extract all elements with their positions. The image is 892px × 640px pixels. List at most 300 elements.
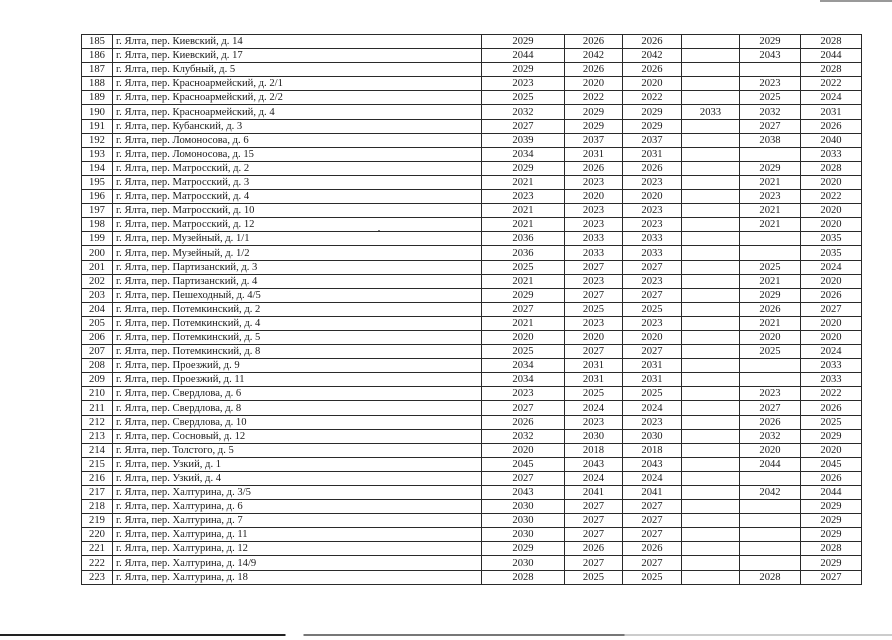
table-cell-c1: 2030: [482, 514, 565, 528]
table-cell-c4: [682, 486, 740, 500]
table-cell-address: г. Ялта, пер. Музейный, д. 1/2: [113, 246, 482, 260]
table-cell-no: 191: [82, 119, 113, 133]
table-cell-c4: [682, 556, 740, 570]
table-row: [82, 486, 862, 500]
table-cell-c2: 2033: [565, 232, 623, 246]
table-cell-c4: [682, 316, 740, 330]
register-table: [81, 34, 862, 585]
table-cell-c5: [740, 246, 801, 260]
table-cell-c3: 2025: [623, 302, 682, 316]
table-row: [82, 91, 862, 105]
table-cell-no: 195: [82, 175, 113, 189]
table-row: [82, 387, 862, 401]
table-cell-c6: 2026: [801, 471, 862, 485]
table-cell-c1: 2021: [482, 274, 565, 288]
table-cell-c4: [682, 147, 740, 161]
table-cell-address: г. Ялта, пер. Халтурина, д. 6: [113, 500, 482, 514]
table-cell-no: 187: [82, 63, 113, 77]
table-cell-c6: 2035: [801, 232, 862, 246]
table-row: [82, 260, 862, 274]
table-cell-c5: 2020: [740, 443, 801, 457]
table-row: [82, 246, 862, 260]
table-cell-address: г. Ялта, пер. Халтурина, д. 18: [113, 570, 482, 584]
table-cell-c2: 2027: [565, 500, 623, 514]
table-cell-c2: 2030: [565, 429, 623, 443]
table-cell-c5: [740, 63, 801, 77]
table-cell-c5: 2026: [740, 302, 801, 316]
table-cell-c5: 2020: [740, 330, 801, 344]
table-cell-no: 190: [82, 105, 113, 119]
table-cell-c2: 2023: [565, 274, 623, 288]
table-cell-address: г. Ялта, пер. Потемкинский, д. 8: [113, 345, 482, 359]
table-row: [82, 288, 862, 302]
table-cell-c1: 2027: [482, 401, 565, 415]
table-cell-c4: [682, 302, 740, 316]
table-cell-c4: [682, 500, 740, 514]
table-cell-c2: 2031: [565, 359, 623, 373]
table-cell-c2: 2043: [565, 457, 623, 471]
table-cell-c3: 2027: [623, 288, 682, 302]
table-cell-c4: [682, 373, 740, 387]
table-cell-c6: 2044: [801, 486, 862, 500]
table-row: [82, 359, 862, 373]
table-cell-address: г. Ялта, пер. Потемкинский, д. 2: [113, 302, 482, 316]
table-cell-c5: [740, 500, 801, 514]
table-cell-c4: [682, 161, 740, 175]
table-cell-no: 198: [82, 218, 113, 232]
table-cell-no: 194: [82, 161, 113, 175]
table-body: [82, 35, 862, 585]
table-row: [82, 232, 862, 246]
table-cell-c2: 2037: [565, 133, 623, 147]
table-cell-c3: 2025: [623, 570, 682, 584]
table-cell-c6: 2044: [801, 49, 862, 63]
table-cell-c2: 2023: [565, 415, 623, 429]
table-cell-address: г. Ялта, пер. Потемкинский, д. 4: [113, 316, 482, 330]
table-cell-c1: 2021: [482, 175, 565, 189]
table-cell-c2: 2029: [565, 105, 623, 119]
table-cell-c2: 2023: [565, 204, 623, 218]
table-cell-c1: 2029: [482, 542, 565, 556]
table-cell-c6: 2022: [801, 190, 862, 204]
table-cell-c6: 2024: [801, 345, 862, 359]
scan-edge-top: [820, 0, 892, 2]
table-cell-c3: 2031: [623, 147, 682, 161]
table-cell-no: 214: [82, 443, 113, 457]
table-cell-c6: 2020: [801, 175, 862, 189]
table-cell-no: 209: [82, 373, 113, 387]
table-cell-no: 217: [82, 486, 113, 500]
table-cell-no: 188: [82, 77, 113, 91]
table-row: [82, 218, 862, 232]
table-cell-c3: 2024: [623, 471, 682, 485]
table-cell-address: г. Ялта, пер. Матросский, д. 3: [113, 175, 482, 189]
table-cell-c2: 2025: [565, 570, 623, 584]
table-row: [82, 274, 862, 288]
table-cell-no: 208: [82, 359, 113, 373]
table-cell-c3: 2027: [623, 514, 682, 528]
table-cell-c6: 2026: [801, 288, 862, 302]
table-cell-c4: [682, 443, 740, 457]
table-cell-c1: 2025: [482, 260, 565, 274]
table-cell-c5: 2029: [740, 35, 801, 49]
table-cell-c4: 2033: [682, 105, 740, 119]
table-row: [82, 345, 862, 359]
table-cell-c2: 2023: [565, 175, 623, 189]
table-cell-c6: 2025: [801, 415, 862, 429]
table-row: [82, 542, 862, 556]
table-cell-c1: 2032: [482, 105, 565, 119]
table-cell-c1: 2025: [482, 345, 565, 359]
table-cell-address: г. Ялта, пер. Проезжий, д. 11: [113, 373, 482, 387]
table-cell-c2: 2026: [565, 63, 623, 77]
table-cell-c5: 2021: [740, 218, 801, 232]
table-row: [82, 77, 862, 91]
table-cell-c4: [682, 232, 740, 246]
table-cell-c5: [740, 556, 801, 570]
table-cell-c4: [682, 387, 740, 401]
table-cell-c2: 2022: [565, 91, 623, 105]
table-cell-c6: 2020: [801, 316, 862, 330]
table-cell-c1: 2023: [482, 387, 565, 401]
table-cell-c1: 2029: [482, 63, 565, 77]
table-cell-c1: 2034: [482, 373, 565, 387]
table-cell-no: 210: [82, 387, 113, 401]
table-cell-c2: 2031: [565, 147, 623, 161]
table-cell-c3: 2031: [623, 373, 682, 387]
table-cell-c6: 2040: [801, 133, 862, 147]
table-row: [82, 316, 862, 330]
table-row: [82, 528, 862, 542]
table-row: [82, 556, 862, 570]
table-cell-c6: 2033: [801, 147, 862, 161]
table-cell-c3: 2027: [623, 345, 682, 359]
table-cell-c2: 2027: [565, 345, 623, 359]
table-row: [82, 175, 862, 189]
table-row: [82, 514, 862, 528]
table-cell-c5: 2028: [740, 570, 801, 584]
table-cell-c2: 2027: [565, 514, 623, 528]
table-cell-c1: 2029: [482, 35, 565, 49]
table-cell-address: г. Ялта, пер. Сосновый, д. 12: [113, 429, 482, 443]
table-cell-no: 200: [82, 246, 113, 260]
table-cell-c5: 2025: [740, 345, 801, 359]
table-cell-c2: 2025: [565, 302, 623, 316]
table-cell-c2: 2026: [565, 542, 623, 556]
table-cell-address: г. Ялта, пер. Красноармейский, д. 2/2: [113, 91, 482, 105]
table-cell-address: г. Ялта, пер. Пешеходный, д. 4/5: [113, 288, 482, 302]
table-cell-c2: 2027: [565, 260, 623, 274]
table-row: [82, 415, 862, 429]
table-cell-c4: [682, 35, 740, 49]
table-cell-c6: 2028: [801, 542, 862, 556]
table-cell-address: г. Ялта, пер. Халтурина, д. 3/5: [113, 486, 482, 500]
table-cell-c2: 2025: [565, 387, 623, 401]
table-cell-c2: 2042: [565, 49, 623, 63]
table-cell-c3: 2026: [623, 35, 682, 49]
table-row: [82, 147, 862, 161]
table-cell-c3: 2023: [623, 175, 682, 189]
table-cell-c2: 2041: [565, 486, 623, 500]
table-cell-c4: [682, 204, 740, 218]
table-cell-c5: 2029: [740, 161, 801, 175]
table-cell-c6: 2035: [801, 246, 862, 260]
table-cell-c2: 2031: [565, 373, 623, 387]
table-cell-c5: [740, 359, 801, 373]
table-cell-c1: 2028: [482, 570, 565, 584]
table-row: [82, 204, 862, 218]
table-cell-c4: [682, 63, 740, 77]
table-cell-c1: 2020: [482, 443, 565, 457]
table-cell-address: г. Ялта, пер. Ломоносова, д. 15: [113, 147, 482, 161]
table-cell-c4: [682, 91, 740, 105]
table-cell-c6: 2028: [801, 63, 862, 77]
table-cell-c4: [682, 429, 740, 443]
table-cell-address: г. Ялта, пер. Красноармейский, д. 4: [113, 105, 482, 119]
table-cell-c6: 2024: [801, 260, 862, 274]
table-cell-address: г. Ялта, пер. Матросский, д. 2: [113, 161, 482, 175]
table-cell-c2: 2020: [565, 77, 623, 91]
table-cell-c3: 2027: [623, 556, 682, 570]
table-cell-address: г. Ялта, пер. Партизанский, д. 3: [113, 260, 482, 274]
table-cell-address: г. Ялта, пер. Толстого, д. 5: [113, 443, 482, 457]
table-cell-c6: 2031: [801, 105, 862, 119]
table-cell-c4: [682, 49, 740, 63]
table-cell-no: 205: [82, 316, 113, 330]
table-cell-c3: 2023: [623, 415, 682, 429]
table-cell-c5: 2029: [740, 288, 801, 302]
table-cell-c1: 2021: [482, 316, 565, 330]
table-cell-c3: 2023: [623, 274, 682, 288]
table-cell-c3: 2024: [623, 401, 682, 415]
table-cell-c1: 2043: [482, 486, 565, 500]
table-cell-c3: 2018: [623, 443, 682, 457]
table-cell-c6: 2027: [801, 302, 862, 316]
table-cell-c1: 2030: [482, 556, 565, 570]
table-cell-address: г. Ялта, пер. Матросский, д. 4: [113, 190, 482, 204]
table-cell-c6: 2029: [801, 556, 862, 570]
table-cell-c5: 2032: [740, 429, 801, 443]
table-cell-c5: 2025: [740, 260, 801, 274]
table-cell-c5: [740, 542, 801, 556]
scan-edge-bottom: [0, 634, 892, 636]
table-cell-no: 220: [82, 528, 113, 542]
table-cell-no: 197: [82, 204, 113, 218]
table-cell-c2: 2027: [565, 556, 623, 570]
table-cell-c5: 2038: [740, 133, 801, 147]
table-cell-no: 186: [82, 49, 113, 63]
table-cell-c4: [682, 415, 740, 429]
table-cell-c6: 2027: [801, 570, 862, 584]
table-cell-c6: 2033: [801, 373, 862, 387]
table-cell-c1: 2027: [482, 119, 565, 133]
table-cell-address: г. Ялта, пер. Узкий, д. 1: [113, 457, 482, 471]
table-cell-c4: [682, 528, 740, 542]
table-cell-c1: 2030: [482, 528, 565, 542]
table-cell-no: 216: [82, 471, 113, 485]
table-cell-c3: 2020: [623, 330, 682, 344]
table-cell-c4: [682, 288, 740, 302]
table-cell-c2: 2018: [565, 443, 623, 457]
table-cell-c6: 2026: [801, 119, 862, 133]
table-cell-c3: 2041: [623, 486, 682, 500]
table-cell-c6: 2045: [801, 457, 862, 471]
table-cell-c3: 2030: [623, 429, 682, 443]
table-cell-no: 203: [82, 288, 113, 302]
table-cell-c2: 2027: [565, 528, 623, 542]
table-cell-address: г. Ялта, пер. Музейный, д. 1/1: [113, 232, 482, 246]
table-cell-c3: 2033: [623, 232, 682, 246]
table-cell-c1: 2021: [482, 218, 565, 232]
table-cell-c5: [740, 514, 801, 528]
table-cell-no: 196: [82, 190, 113, 204]
table-cell-c1: 2026: [482, 415, 565, 429]
table-cell-c4: [682, 119, 740, 133]
table-cell-c5: 2025: [740, 91, 801, 105]
table-cell-address: г. Ялта, пер. Красноармейский, д. 2/1: [113, 77, 482, 91]
table-cell-address: г. Ялта, пер. Кубанский, д. 3: [113, 119, 482, 133]
table-cell-address: г. Ялта, пер. Халтурина, д. 14/9: [113, 556, 482, 570]
table-cell-address: г. Ялта, пер. Свердлова, д. 10: [113, 415, 482, 429]
table-cell-c2: 2033: [565, 246, 623, 260]
table-cell-c6: 2029: [801, 500, 862, 514]
table-cell-c6: 2020: [801, 218, 862, 232]
table-cell-no: 185: [82, 35, 113, 49]
table-cell-address: г. Ялта, пер. Проезжий, д. 9: [113, 359, 482, 373]
table-cell-no: 219: [82, 514, 113, 528]
table-cell-no: 221: [82, 542, 113, 556]
table-cell-c2: 2026: [565, 35, 623, 49]
table-cell-c5: 2027: [740, 119, 801, 133]
table-cell-address: г. Ялта, пер. Потемкинский, д. 5: [113, 330, 482, 344]
table-cell-address: г. Ялта, пер. Киевский, д. 14: [113, 35, 482, 49]
table-cell-c3: 2027: [623, 500, 682, 514]
table-cell-c4: [682, 175, 740, 189]
table-cell-c5: 2021: [740, 175, 801, 189]
table-cell-c3: 2029: [623, 119, 682, 133]
table-cell-c4: [682, 359, 740, 373]
table-row: [82, 443, 862, 457]
table-cell-c3: 2020: [623, 190, 682, 204]
table-cell-c4: [682, 514, 740, 528]
table-row: [82, 457, 862, 471]
table-cell-c1: 2020: [482, 330, 565, 344]
table-cell-c6: 2022: [801, 387, 862, 401]
table-cell-c2: 2020: [565, 330, 623, 344]
table-cell-c3: 2020: [623, 77, 682, 91]
table-row: [82, 373, 862, 387]
table-cell-address: г. Ялта, пер. Халтурина, д. 7: [113, 514, 482, 528]
table-cell-c5: 2021: [740, 204, 801, 218]
table-row: [82, 49, 862, 63]
table-cell-no: 223: [82, 570, 113, 584]
table-cell-c5: [740, 232, 801, 246]
table-cell-no: 211: [82, 401, 113, 415]
table-row: [82, 35, 862, 49]
table-cell-no: 189: [82, 91, 113, 105]
table-cell-c5: 2021: [740, 316, 801, 330]
table-cell-c2: 2026: [565, 161, 623, 175]
table-cell-c6: 2024: [801, 91, 862, 105]
table-cell-c6: 2022: [801, 77, 862, 91]
table-cell-c1: 2036: [482, 246, 565, 260]
table-cell-c3: 2043: [623, 457, 682, 471]
table-cell-c1: 2023: [482, 190, 565, 204]
table-cell-address: г. Ялта, пер. Свердлова, д. 8: [113, 401, 482, 415]
table-cell-address: г. Ялта, пер. Свердлова, д. 6: [113, 387, 482, 401]
table-cell-c3: 2022: [623, 91, 682, 105]
table-cell-c5: 2021: [740, 274, 801, 288]
table-cell-c4: [682, 330, 740, 344]
table-row: [82, 570, 862, 584]
table-cell-no: 192: [82, 133, 113, 147]
table-cell-c6: 2029: [801, 514, 862, 528]
table-cell-address: г. Ялта, пер. Клубный, д. 5: [113, 63, 482, 77]
table-cell-c3: 2026: [623, 161, 682, 175]
table-cell-c5: 2023: [740, 387, 801, 401]
table-cell-c6: 2033: [801, 359, 862, 373]
table-cell-c2: 2027: [565, 288, 623, 302]
table-cell-c5: [740, 528, 801, 542]
table-cell-c5: [740, 471, 801, 485]
table-cell-c3: 2027: [623, 260, 682, 274]
table-cell-c4: [682, 401, 740, 415]
table-cell-c4: [682, 457, 740, 471]
table-cell-c4: [682, 218, 740, 232]
table-cell-no: 215: [82, 457, 113, 471]
table-cell-c5: 2042: [740, 486, 801, 500]
table-cell-c4: [682, 260, 740, 274]
table-cell-no: 204: [82, 302, 113, 316]
table-cell-c3: 2029: [623, 105, 682, 119]
table-cell-c4: [682, 570, 740, 584]
table-cell-no: 207: [82, 345, 113, 359]
table-row: [82, 105, 862, 119]
table-row: [82, 190, 862, 204]
table-cell-c1: 2039: [482, 133, 565, 147]
table-cell-c6: 2020: [801, 274, 862, 288]
table-cell-c1: 2030: [482, 500, 565, 514]
table-cell-c6: 2026: [801, 401, 862, 415]
table-cell-c1: 2034: [482, 147, 565, 161]
table-cell-no: 202: [82, 274, 113, 288]
table-row: [82, 471, 862, 485]
table-cell-c6: 2029: [801, 429, 862, 443]
table-cell-c1: 2023: [482, 77, 565, 91]
table-cell-c5: [740, 147, 801, 161]
table-cell-c6: 2020: [801, 443, 862, 457]
table-row: [82, 302, 862, 316]
table-row: [82, 119, 862, 133]
table-cell-c6: 2020: [801, 204, 862, 218]
table-cell-c5: [740, 373, 801, 387]
table-cell-c4: [682, 471, 740, 485]
table-cell-c2: 2023: [565, 218, 623, 232]
table-cell-c4: [682, 246, 740, 260]
table-cell-address: г. Ялта, пер. Партизанский, д. 4: [113, 274, 482, 288]
table-cell-c3: 2027: [623, 528, 682, 542]
table-cell-no: 222: [82, 556, 113, 570]
table-cell-c5: 2023: [740, 77, 801, 91]
table-cell-no: 212: [82, 415, 113, 429]
table-cell-no: 201: [82, 260, 113, 274]
table-cell-no: 199: [82, 232, 113, 246]
table-cell-c3: 2023: [623, 316, 682, 330]
table-cell-c4: [682, 274, 740, 288]
table-cell-c2: 2023: [565, 316, 623, 330]
table-cell-address: г. Ялта, пер. Узкий, д. 4: [113, 471, 482, 485]
table-cell-c6: 2028: [801, 161, 862, 175]
